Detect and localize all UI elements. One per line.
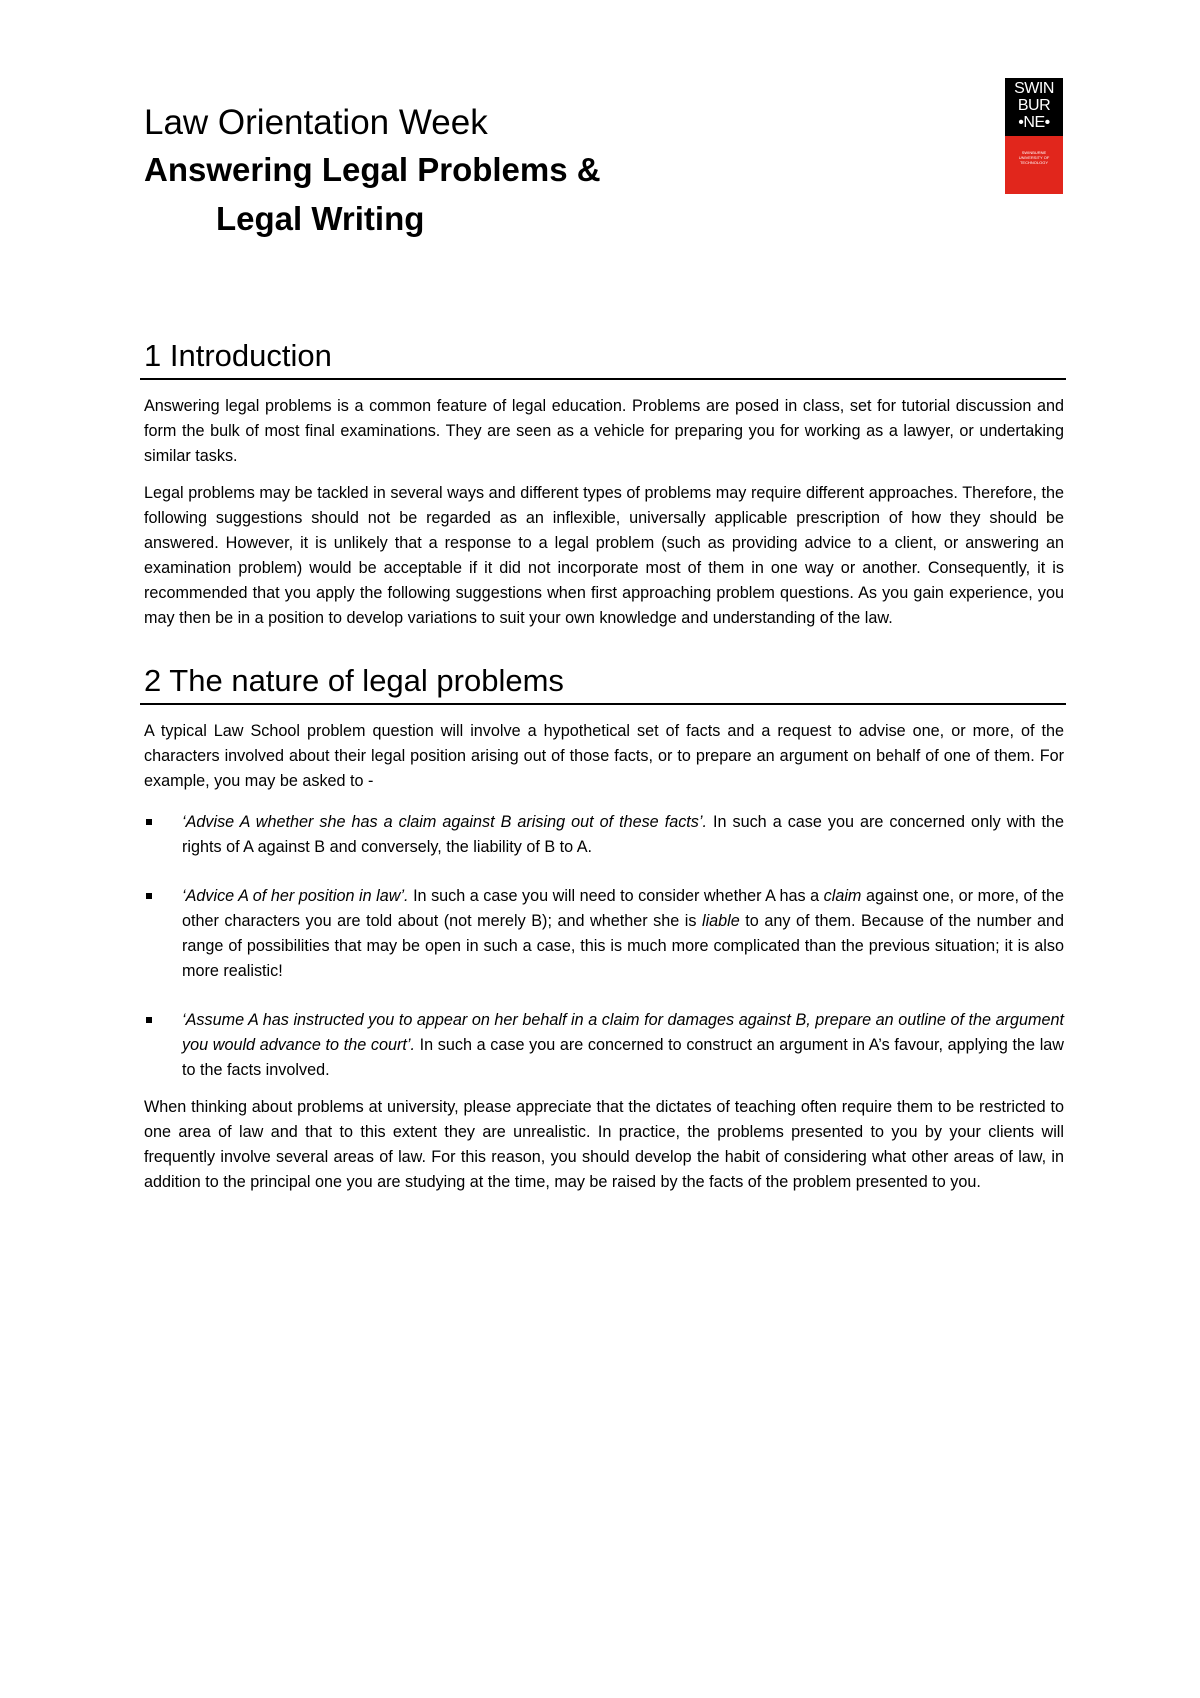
intro-paragraph-1: Answering legal problems is a common feature of legal education. Problems are posed in class, set for tutorial discussion and form the bulk of most final examinations. They are seen as a vehicle for preparing you for working as a lawyer, or undertaking similar tasks. <box>144 397 1064 465</box>
list-item <box>144 1008 1064 1083</box>
nature-intro-paragraph: A typical Law School problem question will involve a hypothetical set of facts and a request to advise one, or more, of the characters involved about their legal position arising out of those facts, or to prepare an argument on behalf of one of them. For example, you may be asked to - <box>144 722 1064 790</box>
logo-black-block <box>1005 78 1063 136</box>
square-bullet-icon <box>146 893 152 899</box>
swinburne-logo <box>1005 78 1063 194</box>
example-question-list <box>144 810 1064 1083</box>
event-title: Law Orientation Week <box>144 103 488 142</box>
example-explanation: In such a case you are concerned only with the rights of A against B and conversely, the liability of B to A. <box>182 813 1065 856</box>
logo-subtext-line1: SWINBURNE <box>1021 150 1047 155</box>
document-title-continued: Legal Writing <box>216 200 425 237</box>
closing-paragraph: When thinking about problems at university, please appreciate that the dictates of teaching often require them to be restricted to one area of law and that to this extent they are unrealistic. In practice, the problems presented to you by your clients will frequently involve several areas of law. For this reason, you should develop the habit of considering what other areas of law, in addition to the principal one you are studying at the time, may be raised by the facts of the problem presented to you. <box>144 1098 1064 1191</box>
logo-text-line1: SWIN <box>1014 80 1054 97</box>
example-explanation-cont: against one, or more, of the other characters you are told about (not merely B); and whether she is <box>182 887 1064 930</box>
document-title-block <box>144 100 844 244</box>
emphasis-claim: claim <box>823 887 862 905</box>
logo-text-line3: •NE• <box>1018 114 1050 131</box>
document-body <box>144 336 1064 1207</box>
intro-paragraph-2: Legal problems may be tackled in several ways and different types of problems may require different approaches. Therefore, the following suggestions should not be regarded as an inflexible, universally applicable prescription of how they should be answered. However, it is unlikely that a response to a legal problem (such as providing advice to a client, or answering an examination problem) would be acceptable if it did not incorporate most of them in one way or another. Consequently, it is recommended that you apply the following suggestions when first approaching problem questions. As you gain experience, you may then be in a position to develop variations to suit your own knowledge and understanding of the law. <box>144 484 1064 627</box>
list-item <box>144 884 1064 984</box>
section-heading-introduction: 1 Introduction <box>140 336 1066 380</box>
document-title: Answering Legal Problems & <box>144 151 601 188</box>
example-explanation-end: to any of them. Because of the number and range of possibilities that may be open in such a case, this is much more complicated than the previous situation; it is also more realistic! <box>182 912 1065 980</box>
example-quote: ‘Advice A of her position in law’. <box>182 887 409 905</box>
logo-subtext-line3: TECHNOLOGY <box>1019 160 1048 165</box>
section-nature-of-legal-problems <box>144 661 1064 1195</box>
example-quote: ‘Assume A has instructed you to appear on her behalf in a claim for damages against B, prepare an outline of the argument you would advance to the court’. <box>182 1011 1064 1054</box>
square-bullet-icon <box>146 819 152 825</box>
example-explanation: In such a case you are concerned to construct an argument in A’s favour, applying the law to the facts involved. <box>182 1036 1064 1079</box>
section-heading-nature: 2 The nature of legal problems <box>140 661 1066 705</box>
example-quote: ‘Advise A whether she has a claim against B arising out of these facts’. <box>182 813 707 831</box>
square-bullet-icon <box>146 1017 152 1023</box>
example-explanation: In such a case you will need to consider whether A has a <box>408 887 824 905</box>
logo-red-block <box>1005 136 1063 194</box>
logo-subtext-line2: UNIVERSITY OF <box>1018 155 1050 160</box>
list-item <box>144 810 1064 860</box>
logo-text-line2: BUR <box>1017 97 1051 114</box>
emphasis-liable: liable <box>701 912 740 930</box>
